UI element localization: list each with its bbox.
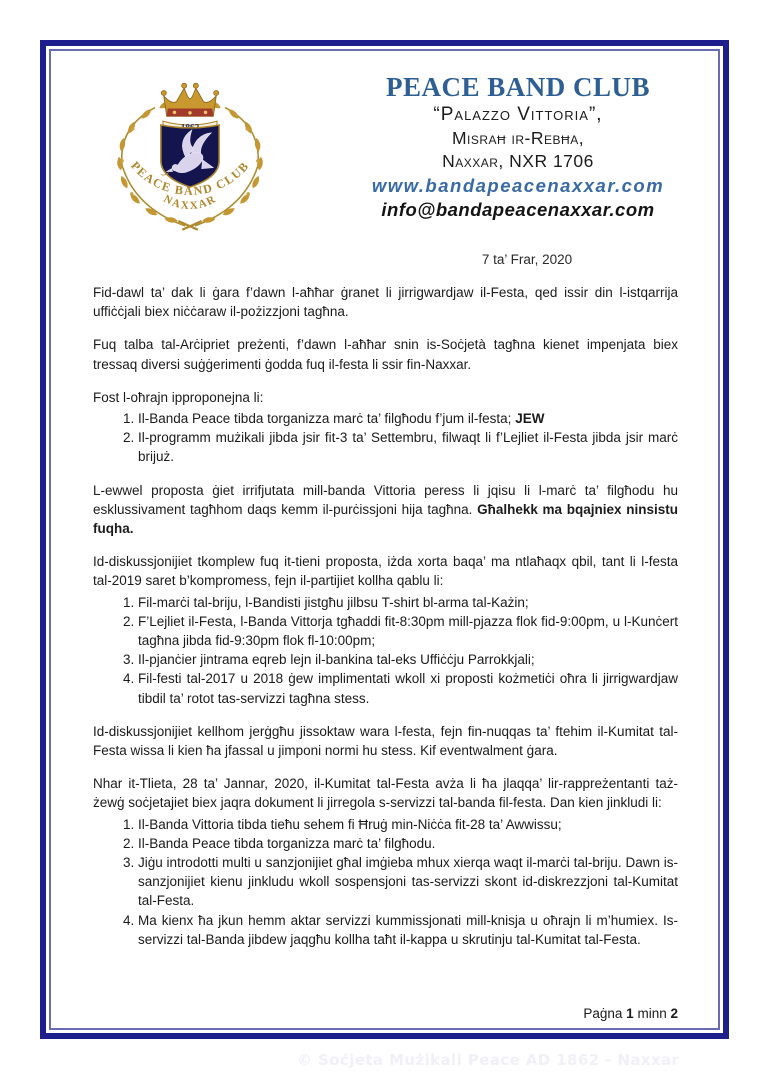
letter-body	[93, 283, 678, 949]
letter-content	[51, 51, 718, 1028]
letterhead	[93, 72, 678, 242]
page-border-inner-line	[49, 49, 720, 1030]
page-footer	[583, 1006, 678, 1021]
page-border	[40, 40, 729, 1039]
club-crest-logo	[93, 72, 287, 242]
text-run: L-ewwel proposta ġiet irrifjutata mill-banda Vittoria peress li jqisu li l-marċ ta’ filgħodu hu esklussivament tagħhom daqs kemm il-purċissjoni hija tagħna.	[93, 482, 678, 517]
list-item	[138, 853, 678, 911]
text-run: Fost l-oħrajn ipproponejna li:	[93, 389, 264, 405]
bold-text-run: JEW	[515, 411, 545, 427]
paragraph	[93, 552, 678, 590]
address-line-2: Misraħ ir-Rebħa,	[451, 128, 585, 148]
text-run: Fid-dawl ta’ dak li ġara f’dawn l-aħħar ġranet li jirrigwardjaw il-Festa, qed issir din l-istqarrija uffiċċjali biex niċċaraw il-pożizzjoni tagħna.	[93, 285, 678, 320]
copyright-watermark: © Soċjeta Mużikali Peace AD 1862 - Naxxar	[297, 1051, 680, 1069]
list-item	[138, 834, 678, 853]
text-run: Il-Banda Peace tibda torganizza marċ ta’ filgħodu f’jum il-festa;	[138, 411, 516, 427]
crown-icon	[161, 83, 218, 116]
list-item	[138, 815, 678, 834]
paragraph	[93, 335, 678, 373]
paragraph	[93, 722, 678, 760]
list-item	[138, 669, 678, 707]
list-item	[138, 612, 678, 650]
list-item	[138, 409, 678, 428]
ordered-list	[93, 593, 678, 708]
text-run: Fil-festi tal-2017 u 2018 ġew implimentati wkoll xi proposti kożmetiċi oħra li jirrigwardjaw tibdil ta’ rotot tas-servizzi tagħna stess.	[138, 671, 678, 706]
text-run: F’Lejliet il-Festa, l-Banda Vittorja tgħaddi fit-8:30pm mill-pjazza flok fid-9:00pm, u l-Kunċert tagħna jibda fid-9:30pm flok fl-10:00pm;	[138, 613, 678, 649]
list-item	[138, 911, 678, 949]
logo-arc-text-top: PEACE BAND CLUB	[128, 158, 252, 198]
list-item	[138, 593, 678, 612]
footer-separator: minn	[637, 1006, 667, 1021]
website-link[interactable]: www.bandapeacenaxxar.com	[371, 175, 665, 196]
text-run: Il-Banda Vittoria tibda tieħu sehem fi Ħruġ min-Niċċa fit-28 ta’ Awwissu;	[138, 816, 562, 832]
club-name: PEACE BAND CLUB	[385, 72, 651, 102]
footer-label: Paġna	[583, 1006, 623, 1021]
letterhead-text	[350, 72, 686, 222]
address-line-1: “Palazzo Vittoria”,	[433, 104, 603, 125]
address-line-3: Naxxar, NXR 1706	[442, 150, 594, 171]
text-run: Ma kienx ħa jkun hemm aktar servizzi kummissjonati mill-knisja u oħrajn li m’humiex. Is-servizzi tal-Banda jibdew jaqgħu kollha taħt il-kappa u skrutinju tal-Kumitat tal-Festa.	[138, 912, 678, 947]
text-run: Fil-marċi tal-briju, l-Bandisti jistgħu jilbsu T-shirt bl-arma tal-Każin;	[138, 594, 529, 610]
letter-date: 7 ta’ Frar, 2020	[481, 252, 573, 267]
list-item	[138, 428, 678, 466]
text-run: Il-programm mużikali jibda jsir fit-3 ta’ Settembru, filwaqt li f’Lejliet il-Festa jibda jsir marċ brijuż.	[138, 430, 678, 465]
paragraph	[93, 481, 678, 539]
email-link[interactable]: info@bandapeacenaxxar.com	[381, 199, 655, 220]
logo-arc-text-bottom: NAXXAR	[161, 192, 219, 213]
list-item	[138, 650, 678, 669]
bold-text-run: Għalhekk ma bqajniex ninsistu fuqha.	[93, 501, 678, 537]
text-run: Fuq talba tal-Arċipriet preżenti, f’dawn l-aħħar snin is-Soċjetà tagħna kienet impenjata biex tressaq diversi suġġerimenti ġodda fuq il-festa li ssir fin-Naxxar.	[93, 337, 678, 372]
paragraph	[93, 388, 678, 407]
paragraph	[93, 283, 678, 321]
ordered-list	[93, 409, 678, 467]
text-run: Id-diskussjonijiet kellhom jerġgħu jissoktaw wara l-festa, fejn fin-nuqqas ta’ ftehim il-Kumitat tal-Festa wissa li kien ħa jfassal u jimponi normi hu stess. Kif eventwalment ġara.	[93, 723, 678, 759]
footer-total-pages: 2	[670, 1006, 678, 1021]
text-run: Nhar it-Tlieta, 28 ta’ Jannar, 2020, il-Kumitat tal-Festa avża li ħa jlaqqa’ lir-rappreżentanti taż-żewġ soċjetajiet biex jaqra dokument li jirregola s-servizzi tal-banda fil-festa. Dan kien jinkludi li:	[93, 776, 678, 811]
text-run: Jiġu introdotti multi u sanzjonijiet għal imġieba mhux xierqa waqt il-marċi tal-briju. Dawn is-sanzjonijiet kienu jinkludu wkoll sospensjoni tas-servizzi skont id-diskrezzjoni tal-Kumitat tal-Festa.	[138, 855, 678, 909]
text-run: Il-Banda Peace tibda torganizza marċ ta’ filgħodu.	[138, 835, 436, 851]
text-run: Id-diskussjonijiet tkomplew fuq it-tieni proposta, iżda xorta baqa’ ma ntlaħaqx qbil, tant li l-festa tal-2019 saret b’kompromess, fejn il-partijiet kollha qablu li:	[93, 554, 678, 589]
footer-page-number: 1	[626, 1006, 634, 1021]
ordered-list	[93, 815, 678, 949]
text-run: Il-pjanċier jintrama eqreb lejn il-bankina tal-eks Uffiċċju Parrokkjali;	[138, 652, 535, 668]
paragraph	[93, 774, 678, 812]
